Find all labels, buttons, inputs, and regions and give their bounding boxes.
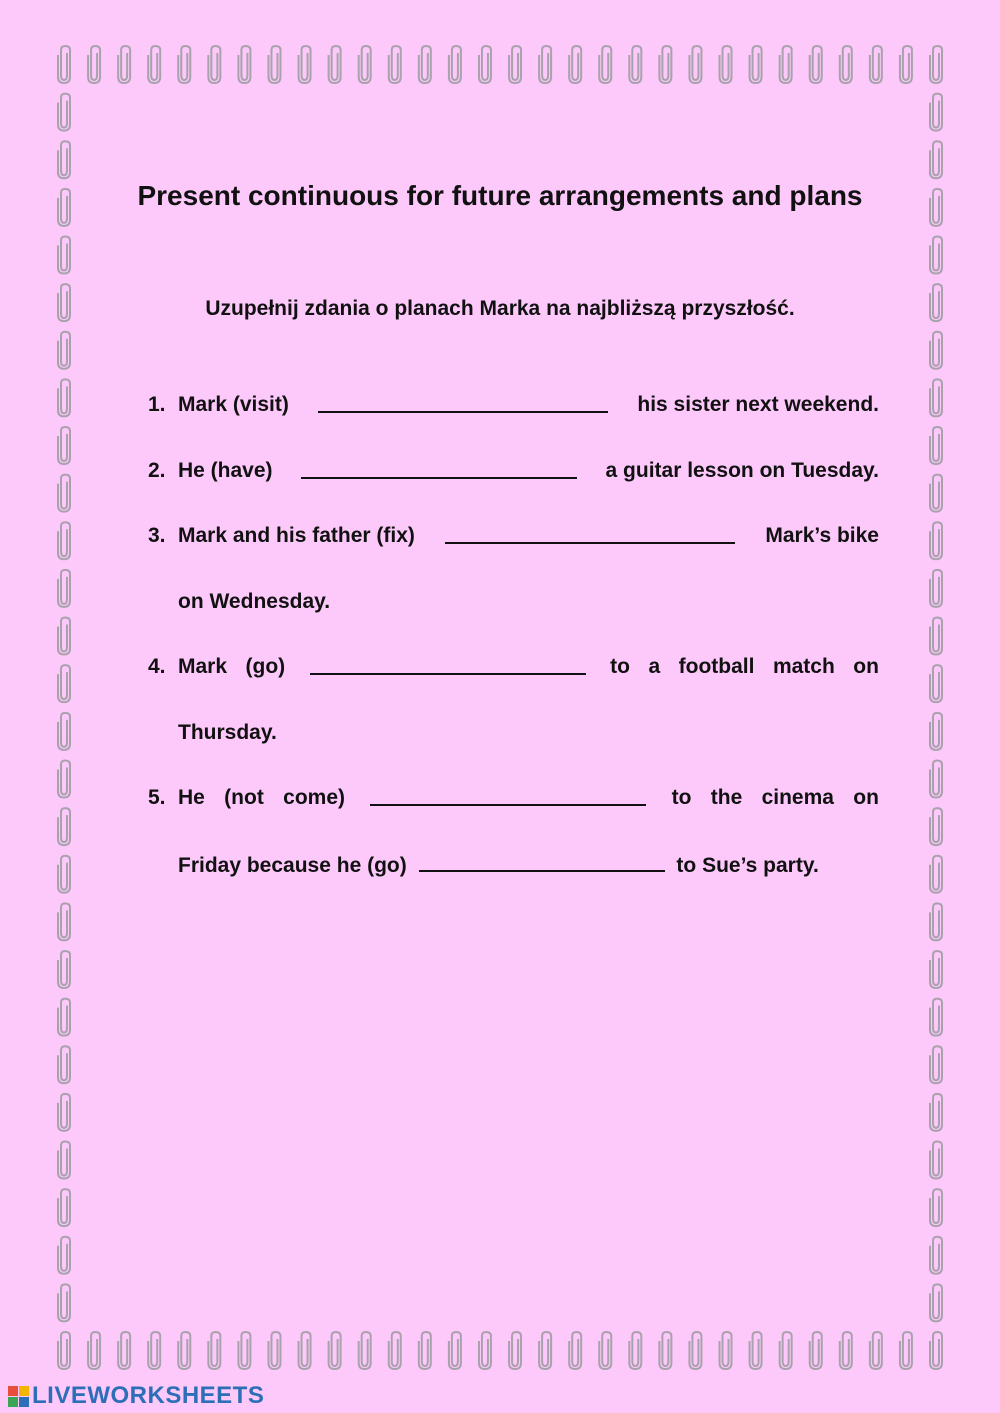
paperclip-icon (359, 1332, 371, 1369)
paperclip-icon (930, 713, 942, 750)
item-word: cinema (761, 786, 834, 809)
item-word: on (853, 655, 879, 678)
paperclip-icon (148, 46, 160, 83)
item-word: (go) (245, 655, 286, 678)
paperclip-icon (569, 46, 581, 83)
item-number: 4. (148, 655, 166, 678)
paperclip-icon (930, 379, 942, 416)
paperclip-icon (930, 1237, 942, 1274)
paperclip-icon (58, 379, 70, 416)
paperclip-icon (58, 1332, 70, 1369)
paperclip-icon (118, 46, 130, 83)
paperclip-icon (930, 46, 942, 83)
item-number: 1. (148, 393, 166, 416)
paperclip-icon (58, 1141, 70, 1178)
item-word: the (710, 786, 743, 809)
answer-blank-4[interactable] (310, 655, 586, 675)
paperclip-icon (539, 46, 551, 83)
paperclip-icon (629, 1332, 641, 1369)
paperclip-icon (299, 1332, 311, 1369)
paperclip-icon (720, 46, 732, 83)
paperclip-icon (58, 332, 70, 369)
paperclip-icon (58, 856, 70, 893)
paperclip-icon (238, 1332, 250, 1369)
paperclip-icon (268, 1332, 280, 1369)
paperclip-icon (599, 1332, 611, 1369)
item-text-before: Mark and his father (fix) (178, 524, 415, 547)
paperclip-icon (58, 1189, 70, 1226)
paperclip-icon (930, 427, 942, 464)
paperclip-icon (419, 46, 431, 83)
paperclip-icon (479, 1332, 491, 1369)
paperclip-icon (389, 46, 401, 83)
paperclip-icon (930, 94, 942, 131)
paperclip-icon (930, 141, 942, 178)
paperclip-icon (930, 475, 942, 512)
answer-blank-6[interactable] (419, 852, 665, 872)
liveworksheets-logo (8, 1382, 264, 1410)
answer-blank-2[interactable] (301, 459, 577, 479)
paperclip-icon (870, 1332, 882, 1369)
paperclip-icon (930, 999, 942, 1036)
paperclip-icon (900, 46, 912, 83)
item-text-after: Mark’s bike (765, 524, 879, 547)
paperclip-icon (750, 1332, 762, 1369)
paperclip-icon (268, 46, 280, 83)
item-number: 5. (148, 786, 166, 809)
paperclip-icon (930, 522, 942, 559)
paperclip-icon (299, 46, 311, 83)
paperclip-icon (930, 618, 942, 655)
paperclip-icon (840, 46, 852, 83)
paperclip-icon (389, 1332, 401, 1369)
paperclip-icon (58, 46, 70, 83)
item-word: to (671, 786, 692, 809)
paperclip-icon (780, 1332, 792, 1369)
paperclip-icon (58, 999, 70, 1036)
paperclip-icon (810, 46, 822, 83)
paperclip-icon (58, 951, 70, 988)
paperclip-icon (569, 1332, 581, 1369)
paperclip-icon (629, 46, 641, 83)
paperclip-icon (58, 237, 70, 274)
item-word: come) (283, 786, 345, 809)
paperclip-icon (58, 1046, 70, 1083)
paperclip-icon (930, 1332, 942, 1369)
paperclip-icon (930, 1094, 942, 1131)
paperclip-icon (178, 1332, 190, 1369)
paperclip-icon (930, 1046, 942, 1083)
instruction: Uzupełnij zdania o planach Marka na najbliższą przyszłość. (205, 297, 795, 320)
paperclip-icon (810, 1332, 822, 1369)
paperclip-icon (870, 46, 882, 83)
paperclip-icon (930, 808, 942, 845)
logo-text: LIVEWORKSHEETS (32, 1382, 265, 1409)
item-text-continued: on Wednesday. (178, 590, 331, 613)
paperclip-icon (329, 1332, 341, 1369)
paperclip-icon (689, 1332, 701, 1369)
paperclip-icon (208, 46, 220, 83)
paperclip-icon (208, 1332, 220, 1369)
paperclip-icon (509, 1332, 521, 1369)
item-word: (not (224, 786, 264, 809)
paperclip-icon (58, 808, 70, 845)
paperclip-icon (58, 618, 70, 655)
paperclip-icon (930, 903, 942, 940)
paperclip-icon (88, 46, 100, 83)
item-word: He (178, 786, 205, 809)
paperclip-icon (58, 522, 70, 559)
paperclip-icon (359, 46, 371, 83)
paperclip-icon (148, 1332, 160, 1369)
paperclip-icon (659, 1332, 671, 1369)
paperclip-icon (58, 713, 70, 750)
item-word: Mark (178, 655, 228, 678)
paperclip-icon (930, 1189, 942, 1226)
item-text-after: his sister next weekend. (637, 393, 879, 416)
paperclip-icon (930, 237, 942, 274)
paperclip-icon (750, 46, 762, 83)
page-title: Present continuous for future arrangements and plans (137, 180, 863, 211)
paperclip-icon (118, 1332, 130, 1369)
item-text-before: He (have) (178, 459, 273, 482)
paperclip-icon (720, 1332, 732, 1369)
paperclip-icon (58, 1094, 70, 1131)
paperclip-icon (930, 856, 942, 893)
paperclip-icon (58, 1284, 70, 1321)
paperclip-icon (58, 570, 70, 607)
paperclip-icon (58, 1237, 70, 1274)
paperclip-icon (449, 46, 461, 83)
paperclip-icon (930, 760, 942, 797)
paperclip-icon (930, 951, 942, 988)
item-word: match (772, 655, 835, 678)
answer-blank-3[interactable] (445, 524, 735, 544)
answer-blank-1[interactable] (318, 393, 608, 413)
logo-mark-icon (8, 1386, 29, 1407)
paperclip-icon (419, 1332, 431, 1369)
paperclip-icon (659, 46, 671, 83)
paperclip-icon (329, 46, 341, 83)
paperclip-icon (930, 665, 942, 702)
paperclip-icon (689, 46, 701, 83)
item-word: to (610, 655, 630, 678)
paperclip-icon (58, 141, 70, 178)
paperclip-icon (840, 1332, 852, 1369)
item-number: 2. (148, 459, 166, 482)
item-number: 3. (148, 524, 166, 547)
item-text-after: a guitar lesson on Tuesday. (605, 459, 879, 482)
paperclip-icon (930, 332, 942, 369)
paperclip-icon (539, 1332, 551, 1369)
paperclip-icon (930, 570, 942, 607)
paperclip-icon (178, 46, 190, 83)
paperclip-icon (88, 1332, 100, 1369)
item-word: on (853, 786, 879, 809)
paperclip-icon (900, 1332, 912, 1369)
item-text-continued: Thursday. (178, 721, 277, 744)
paperclip-icon (58, 475, 70, 512)
paperclip-icon (238, 46, 250, 83)
paperclip-icon (449, 1332, 461, 1369)
paperclip-icon (58, 665, 70, 702)
paperclip-icon (930, 1284, 942, 1321)
paperclip-icon (479, 46, 491, 83)
item-text-before: Mark (visit) (178, 393, 289, 416)
paperclip-icon (780, 46, 792, 83)
item-word: a (648, 655, 661, 678)
paperclip-icon (58, 903, 70, 940)
paperclip-icon (599, 46, 611, 83)
item-text-continued-after: to Sue’s party. (676, 854, 819, 877)
paperclip-icon (930, 1141, 942, 1178)
answer-blank-5[interactable] (370, 786, 646, 806)
item-word: football (678, 655, 755, 678)
paperclip-icon (58, 94, 70, 131)
paperclip-icon (58, 760, 70, 797)
paperclip-icon (58, 427, 70, 464)
paperclip-icon (509, 46, 521, 83)
item-text-continued: Friday because he (go) (178, 854, 407, 877)
